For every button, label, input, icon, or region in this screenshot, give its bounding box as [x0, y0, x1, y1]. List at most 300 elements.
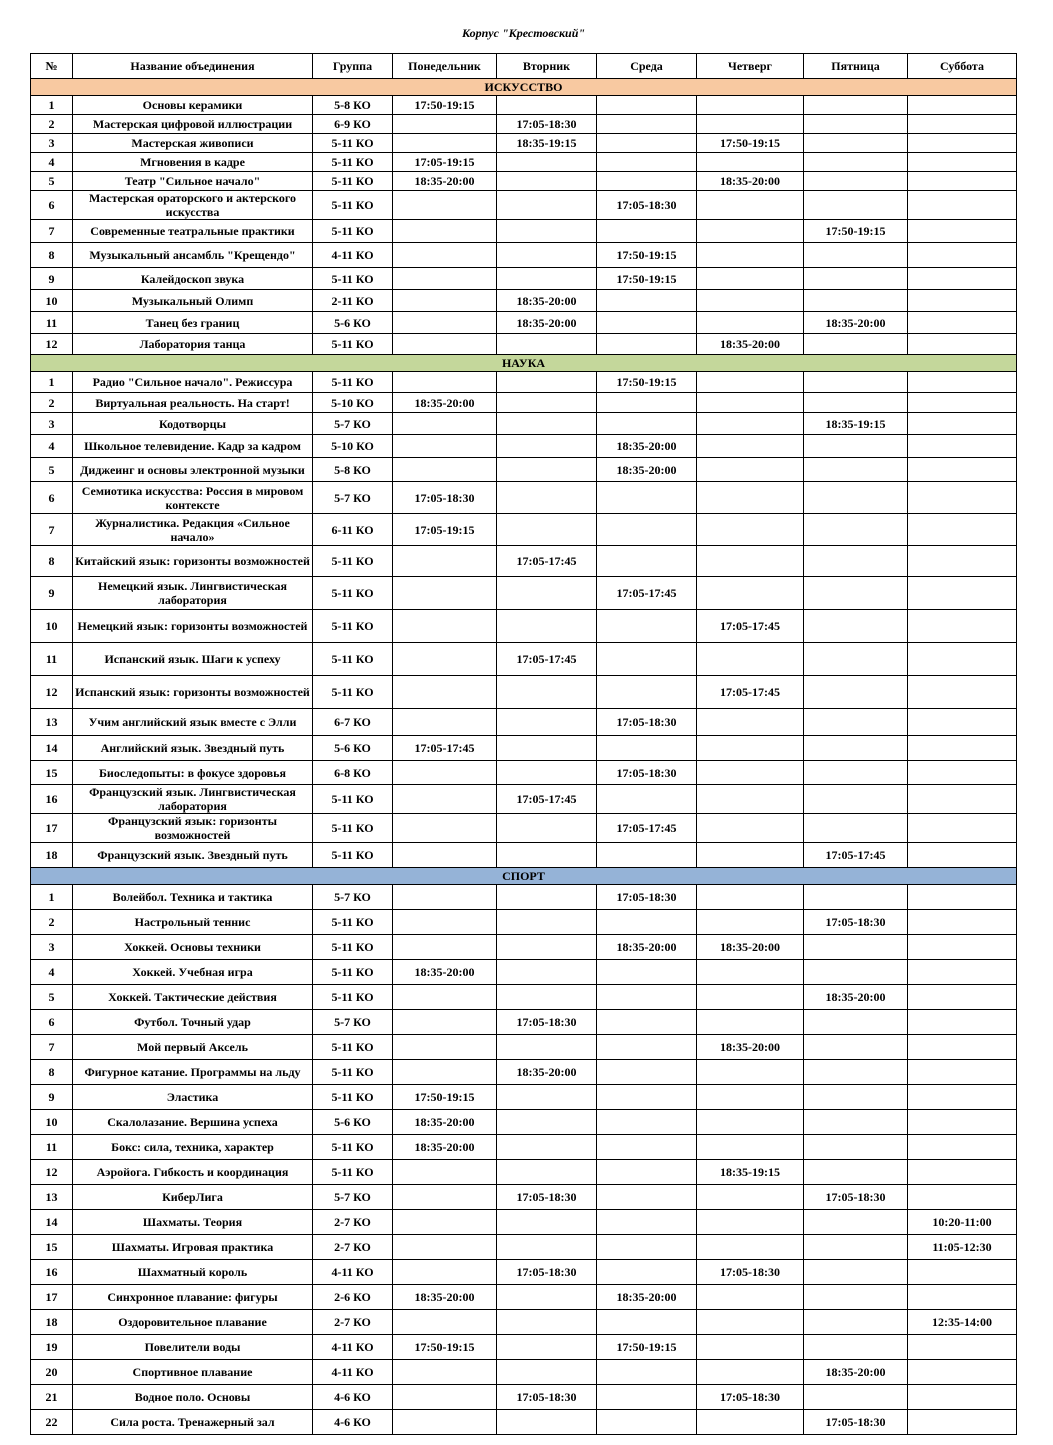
- friday-cell: [804, 435, 908, 458]
- club-name: Современные театральные практики: [73, 220, 313, 243]
- thursday-cell: [697, 1060, 804, 1085]
- group-cell: 5-11 КО: [313, 643, 393, 676]
- wednesday-cell: 17:05-18:30: [597, 709, 697, 736]
- table-row: [31, 1210, 1017, 1235]
- tuesday-cell: [497, 610, 597, 643]
- club-name: Основы керамики: [73, 96, 313, 115]
- monday-cell: [393, 290, 497, 312]
- saturday-cell: [908, 1285, 1017, 1310]
- table-row: [31, 1285, 1017, 1310]
- tuesday-cell: [497, 96, 597, 115]
- monday-cell: 18:35-20:00: [393, 172, 497, 191]
- saturday-cell: [908, 115, 1017, 134]
- monday-cell: 18:35-20:00: [393, 1135, 497, 1160]
- thursday-cell: [697, 96, 804, 115]
- club-name: Французский язык. Лингвистическая лаборатория: [73, 785, 313, 814]
- club-name: Испанский язык. Шаги к успеху: [73, 643, 313, 676]
- club-name: КиберЛига: [73, 1185, 313, 1210]
- thursday-cell: [697, 1335, 804, 1360]
- table-row: [31, 785, 1017, 814]
- thursday-cell: [697, 115, 804, 134]
- row-number: 15: [31, 761, 73, 785]
- wednesday-cell: [597, 1210, 697, 1235]
- group-cell: 5-8 КО: [313, 458, 393, 482]
- wednesday-cell: [597, 1235, 697, 1260]
- club-name: Французский язык. Звездный путь: [73, 843, 313, 868]
- table-row: [31, 290, 1017, 312]
- club-name: Диджеинг и основы электронной музыки: [73, 458, 313, 482]
- section-header-row: [31, 355, 1017, 372]
- group-cell: 5-10 КО: [313, 435, 393, 458]
- group-cell: 2-6 КО: [313, 1285, 393, 1310]
- row-number: 1: [31, 372, 73, 393]
- monday-cell: [393, 1260, 497, 1285]
- group-cell: 5-11 КО: [313, 960, 393, 985]
- tuesday-cell: [497, 1085, 597, 1110]
- thursday-cell: [697, 153, 804, 172]
- wednesday-cell: [597, 785, 697, 814]
- club-name: Синхронное плавание: фигуры: [73, 1285, 313, 1310]
- wednesday-cell: 18:35-20:00: [597, 1285, 697, 1310]
- club-name: Повелители воды: [73, 1335, 313, 1360]
- table-row: [31, 115, 1017, 134]
- row-number: 7: [31, 220, 73, 243]
- club-name: Семиотика искусства: Россия в мировом контексте: [73, 482, 313, 514]
- wednesday-cell: [597, 610, 697, 643]
- friday-cell: [804, 1385, 908, 1410]
- thursday-cell: [697, 761, 804, 785]
- section-title: НАУКА: [31, 355, 1017, 372]
- row-number: 1: [31, 885, 73, 910]
- club-name: Футбол. Точный удар: [73, 1010, 313, 1035]
- wednesday-cell: [597, 1085, 697, 1110]
- tuesday-cell: [497, 885, 597, 910]
- club-name: Немецкий язык. Лингвистическая лаборатория: [73, 577, 313, 610]
- thursday-cell: [697, 1410, 804, 1435]
- thursday-cell: 18:35-20:00: [697, 1035, 804, 1060]
- tuesday-cell: 17:05-17:45: [497, 546, 597, 577]
- tuesday-cell: [497, 1310, 597, 1335]
- table-row: [31, 243, 1017, 268]
- thursday-cell: [697, 220, 804, 243]
- saturday-cell: [908, 985, 1017, 1010]
- monday-cell: [393, 1010, 497, 1035]
- tuesday-cell: [497, 960, 597, 985]
- tuesday-cell: [497, 268, 597, 290]
- saturday-cell: [908, 709, 1017, 736]
- wednesday-cell: [597, 546, 697, 577]
- section-header-row: [31, 79, 1017, 96]
- club-name: Музыкальный Олимп: [73, 290, 313, 312]
- club-name: Шахматы. Теория: [73, 1210, 313, 1235]
- row-number: 10: [31, 610, 73, 643]
- table-row: [31, 736, 1017, 761]
- tuesday-cell: [497, 910, 597, 935]
- table-row: [31, 1410, 1017, 1435]
- table-row: [31, 1260, 1017, 1285]
- group-cell: 5-11 КО: [313, 1160, 393, 1185]
- friday-cell: [804, 1335, 908, 1360]
- group-cell: 5-11 КО: [313, 191, 393, 220]
- group-cell: 5-8 КО: [313, 96, 393, 115]
- row-number: 4: [31, 960, 73, 985]
- friday-cell: [804, 268, 908, 290]
- group-cell: 5-11 КО: [313, 610, 393, 643]
- group-cell: 4-11 КО: [313, 1360, 393, 1385]
- saturday-cell: [908, 435, 1017, 458]
- group-cell: 5-11 КО: [313, 814, 393, 843]
- monday-cell: 17:05-17:45: [393, 736, 497, 761]
- table-row: [31, 885, 1017, 910]
- tuesday-cell: 17:05-18:30: [497, 1385, 597, 1410]
- thursday-cell: [697, 1135, 804, 1160]
- table-row: [31, 482, 1017, 514]
- row-number: 3: [31, 134, 73, 153]
- wednesday-cell: 17:05-18:30: [597, 191, 697, 220]
- monday-cell: 17:50-19:15: [393, 1335, 497, 1360]
- saturday-cell: [908, 1135, 1017, 1160]
- saturday-cell: [908, 334, 1017, 355]
- row-number: 8: [31, 243, 73, 268]
- saturday-cell: [908, 885, 1017, 910]
- tuesday-cell: [497, 1410, 597, 1435]
- col-header-saturday: Суббота: [908, 54, 1017, 79]
- header-row: [31, 54, 1017, 79]
- row-number: 14: [31, 1210, 73, 1235]
- table-row: [31, 372, 1017, 393]
- wednesday-cell: [597, 153, 697, 172]
- thursday-cell: [697, 1110, 804, 1135]
- group-cell: 6-9 КО: [313, 115, 393, 134]
- row-number: 13: [31, 1185, 73, 1210]
- tuesday-cell: 17:05-18:30: [497, 1185, 597, 1210]
- friday-cell: [804, 1110, 908, 1135]
- schedule-table: [30, 53, 1017, 1435]
- row-number: 11: [31, 643, 73, 676]
- row-number: 13: [31, 709, 73, 736]
- wednesday-cell: 17:05-18:30: [597, 761, 697, 785]
- friday-cell: [804, 785, 908, 814]
- friday-cell: [804, 153, 908, 172]
- saturday-cell: [908, 312, 1017, 334]
- tuesday-cell: [497, 985, 597, 1010]
- club-name: Оздоровительное плавание: [73, 1310, 313, 1335]
- section-title: ИСКУССТВО: [31, 79, 1017, 96]
- table-row: [31, 709, 1017, 736]
- tuesday-cell: [497, 736, 597, 761]
- wednesday-cell: [597, 172, 697, 191]
- friday-cell: [804, 1235, 908, 1260]
- wednesday-cell: [597, 115, 697, 134]
- friday-cell: [804, 372, 908, 393]
- group-cell: 5-11 КО: [313, 220, 393, 243]
- wednesday-cell: [597, 514, 697, 546]
- tuesday-cell: [497, 435, 597, 458]
- wednesday-cell: [597, 1160, 697, 1185]
- group-cell: 5-7 КО: [313, 1185, 393, 1210]
- tuesday-cell: [497, 393, 597, 413]
- group-cell: 5-11 КО: [313, 172, 393, 191]
- table-row: [31, 96, 1017, 115]
- saturday-cell: [908, 1260, 1017, 1285]
- thursday-cell: [697, 1210, 804, 1235]
- friday-cell: [804, 960, 908, 985]
- table-row: [31, 1085, 1017, 1110]
- table-row: [31, 134, 1017, 153]
- saturday-cell: [908, 610, 1017, 643]
- row-number: 4: [31, 435, 73, 458]
- monday-cell: [393, 372, 497, 393]
- row-number: 10: [31, 290, 73, 312]
- thursday-cell: [697, 1085, 804, 1110]
- table-row: [31, 1235, 1017, 1260]
- table-row: [31, 643, 1017, 676]
- col-header-tuesday: Вторник: [497, 54, 597, 79]
- friday-cell: [804, 643, 908, 676]
- club-name: Аэройога. Гибкость и координация: [73, 1160, 313, 1185]
- wednesday-cell: 18:35-20:00: [597, 435, 697, 458]
- wednesday-cell: [597, 1060, 697, 1085]
- row-number: 6: [31, 191, 73, 220]
- col-header-group: Группа: [313, 54, 393, 79]
- saturday-cell: [908, 1110, 1017, 1135]
- saturday-cell: 12:35-14:00: [908, 1310, 1017, 1335]
- wednesday-cell: [597, 482, 697, 514]
- monday-cell: [393, 1210, 497, 1235]
- page-title: Корпус "Крестовский": [461, 26, 586, 40]
- thursday-cell: 17:05-17:45: [697, 676, 804, 709]
- monday-cell: [393, 885, 497, 910]
- monday-cell: [393, 643, 497, 676]
- row-number: 6: [31, 1010, 73, 1035]
- tuesday-cell: 17:05-17:45: [497, 785, 597, 814]
- group-cell: 4-11 КО: [313, 1335, 393, 1360]
- group-cell: 4-6 КО: [313, 1385, 393, 1410]
- table-row: [31, 1110, 1017, 1135]
- saturday-cell: [908, 290, 1017, 312]
- saturday-cell: 11:05-12:30: [908, 1235, 1017, 1260]
- tuesday-cell: [497, 1135, 597, 1160]
- monday-cell: [393, 935, 497, 960]
- table-row: [31, 1060, 1017, 1085]
- row-number: 2: [31, 115, 73, 134]
- monday-cell: 17:50-19:15: [393, 96, 497, 115]
- thursday-cell: [697, 910, 804, 935]
- group-cell: 5-11 КО: [313, 372, 393, 393]
- friday-cell: [804, 676, 908, 709]
- wednesday-cell: [597, 985, 697, 1010]
- monday-cell: [393, 546, 497, 577]
- tuesday-cell: [497, 1035, 597, 1060]
- friday-cell: [804, 134, 908, 153]
- thursday-cell: 18:35-20:00: [697, 935, 804, 960]
- table-row: [31, 814, 1017, 843]
- row-number: 20: [31, 1360, 73, 1385]
- friday-cell: [804, 334, 908, 355]
- table-row: [31, 676, 1017, 709]
- monday-cell: [393, 334, 497, 355]
- wednesday-cell: [597, 134, 697, 153]
- tuesday-cell: [497, 413, 597, 435]
- row-number: 9: [31, 268, 73, 290]
- tuesday-cell: [497, 153, 597, 172]
- wednesday-cell: 17:50-19:15: [597, 268, 697, 290]
- saturday-cell: [908, 910, 1017, 935]
- club-name: Калейдоскоп звука: [73, 268, 313, 290]
- wednesday-cell: 17:05-17:45: [597, 577, 697, 610]
- wednesday-cell: [597, 413, 697, 435]
- group-cell: 5-11 КО: [313, 1085, 393, 1110]
- wednesday-cell: [597, 96, 697, 115]
- friday-cell: [804, 610, 908, 643]
- row-number: 11: [31, 1135, 73, 1160]
- friday-cell: [804, 482, 908, 514]
- club-name: Хоккей. Тактические действия: [73, 985, 313, 1010]
- table-row: [31, 935, 1017, 960]
- friday-cell: [804, 814, 908, 843]
- thursday-cell: [697, 1285, 804, 1310]
- wednesday-cell: [597, 1310, 697, 1335]
- row-number: 16: [31, 1260, 73, 1285]
- table-row: [31, 1035, 1017, 1060]
- thursday-cell: [697, 435, 804, 458]
- group-cell: 6-11 КО: [313, 514, 393, 546]
- row-number: 22: [31, 1410, 73, 1435]
- group-cell: 5-11 КО: [313, 935, 393, 960]
- thursday-cell: [697, 1010, 804, 1035]
- thursday-cell: 17:05-18:30: [697, 1260, 804, 1285]
- friday-cell: [804, 546, 908, 577]
- tuesday-cell: [497, 761, 597, 785]
- club-name: Хоккей. Основы техники: [73, 935, 313, 960]
- group-cell: 5-6 КО: [313, 312, 393, 334]
- monday-cell: 17:50-19:15: [393, 1085, 497, 1110]
- saturday-cell: [908, 134, 1017, 153]
- monday-cell: [393, 134, 497, 153]
- saturday-cell: [908, 1410, 1017, 1435]
- friday-cell: [804, 1210, 908, 1235]
- saturday-cell: [908, 736, 1017, 761]
- tuesday-cell: [497, 514, 597, 546]
- thursday-cell: [697, 843, 804, 868]
- tuesday-cell: 17:05-18:30: [497, 1010, 597, 1035]
- wednesday-cell: [597, 1035, 697, 1060]
- club-name: Мастерская живописи: [73, 134, 313, 153]
- thursday-cell: [697, 736, 804, 761]
- saturday-cell: [908, 1060, 1017, 1085]
- monday-cell: [393, 709, 497, 736]
- saturday-cell: [908, 1360, 1017, 1385]
- monday-cell: [393, 610, 497, 643]
- monday-cell: [393, 985, 497, 1010]
- thursday-cell: [697, 191, 804, 220]
- tuesday-cell: 18:35-20:00: [497, 1060, 597, 1085]
- table-row: [31, 220, 1017, 243]
- monday-cell: [393, 1410, 497, 1435]
- thursday-cell: [697, 372, 804, 393]
- friday-cell: 17:05-18:30: [804, 1185, 908, 1210]
- monday-cell: [393, 1060, 497, 1085]
- club-name: Скалолазание. Вершина успеха: [73, 1110, 313, 1135]
- thursday-cell: [697, 413, 804, 435]
- friday-cell: 18:35-19:15: [804, 413, 908, 435]
- saturday-cell: [908, 1085, 1017, 1110]
- club-name: Фигурное катание. Программы на льду: [73, 1060, 313, 1085]
- thursday-cell: [697, 1185, 804, 1210]
- wednesday-cell: [597, 910, 697, 935]
- row-number: 4: [31, 153, 73, 172]
- thursday-cell: [697, 814, 804, 843]
- wednesday-cell: [597, 1185, 697, 1210]
- group-cell: 5-11 КО: [313, 268, 393, 290]
- row-number: 12: [31, 676, 73, 709]
- thursday-cell: [697, 482, 804, 514]
- wednesday-cell: [597, 843, 697, 868]
- monday-cell: 18:35-20:00: [393, 1110, 497, 1135]
- friday-cell: 18:35-20:00: [804, 1360, 908, 1385]
- section-title: СПОРТ: [31, 868, 1017, 885]
- wednesday-cell: [597, 393, 697, 413]
- table-row: [31, 1310, 1017, 1335]
- monday-cell: [393, 1235, 497, 1260]
- tuesday-cell: [497, 372, 597, 393]
- friday-cell: [804, 1160, 908, 1185]
- row-number: 14: [31, 736, 73, 761]
- thursday-cell: [697, 393, 804, 413]
- saturday-cell: [908, 268, 1017, 290]
- monday-cell: [393, 220, 497, 243]
- group-cell: 6-8 КО: [313, 761, 393, 785]
- tuesday-cell: 18:35-19:15: [497, 134, 597, 153]
- monday-cell: [393, 1310, 497, 1335]
- thursday-cell: [697, 312, 804, 334]
- thursday-cell: [697, 268, 804, 290]
- thursday-cell: [697, 577, 804, 610]
- monday-cell: [393, 761, 497, 785]
- group-cell: 5-11 КО: [313, 1035, 393, 1060]
- saturday-cell: [908, 843, 1017, 868]
- friday-cell: [804, 393, 908, 413]
- club-name: Хоккей. Учебная игра: [73, 960, 313, 985]
- wednesday-cell: [597, 1010, 697, 1035]
- club-name: Китайский язык: горизонты возможностей: [73, 546, 313, 577]
- saturday-cell: [908, 1185, 1017, 1210]
- saturday-cell: 10:20-11:00: [908, 1210, 1017, 1235]
- tuesday-cell: [497, 709, 597, 736]
- friday-cell: [804, 290, 908, 312]
- club-name: Виртуальная реальность. На старт!: [73, 393, 313, 413]
- table-row: [31, 191, 1017, 220]
- wednesday-cell: 17:50-19:15: [597, 372, 697, 393]
- club-name: Немецкий язык: горизонты возможностей: [73, 610, 313, 643]
- monday-cell: [393, 243, 497, 268]
- club-name: Бокс: сила, техника, характер: [73, 1135, 313, 1160]
- saturday-cell: [908, 191, 1017, 220]
- row-number: 5: [31, 458, 73, 482]
- club-name: Лаборатория танца: [73, 334, 313, 355]
- monday-cell: [393, 1160, 497, 1185]
- wednesday-cell: [597, 1260, 697, 1285]
- friday-cell: [804, 761, 908, 785]
- monday-cell: [393, 435, 497, 458]
- table-row: [31, 312, 1017, 334]
- group-cell: 5-7 КО: [313, 413, 393, 435]
- friday-cell: [804, 96, 908, 115]
- wednesday-cell: [597, 960, 697, 985]
- monday-cell: [393, 814, 497, 843]
- monday-cell: [393, 458, 497, 482]
- tuesday-cell: [497, 814, 597, 843]
